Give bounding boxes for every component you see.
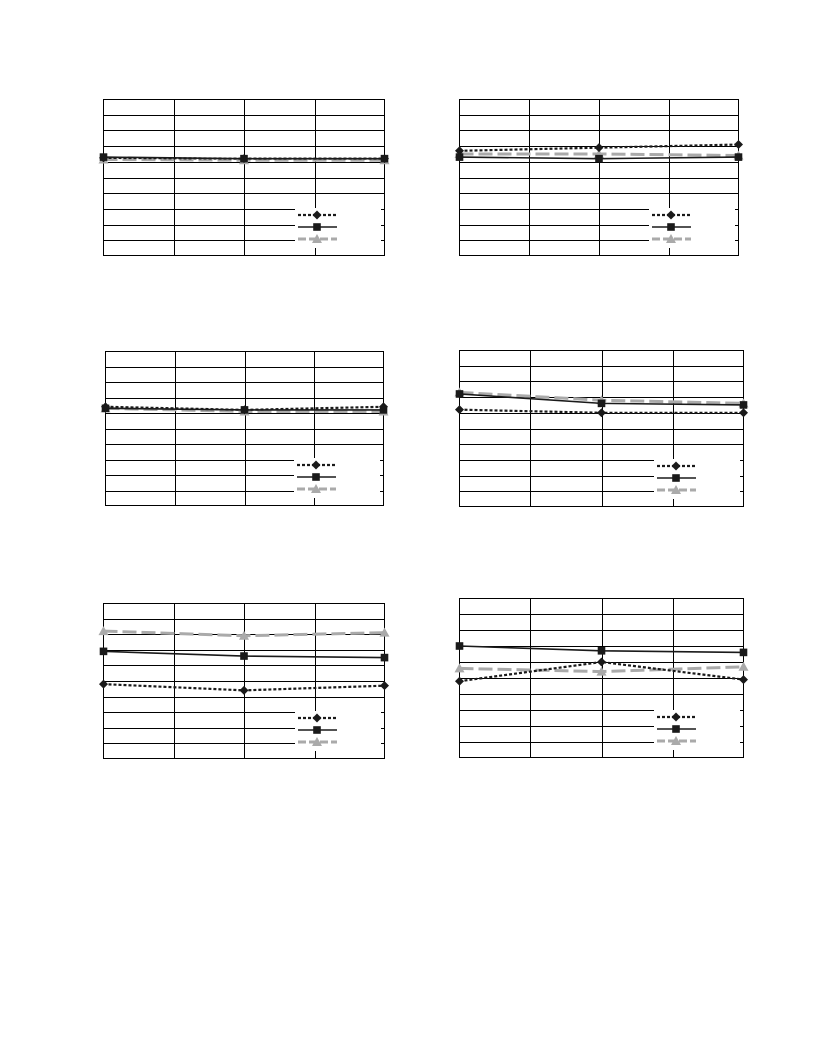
legend-box bbox=[649, 208, 735, 248]
legend-box bbox=[654, 459, 740, 499]
legend-box bbox=[295, 711, 381, 751]
chart-panel-4 bbox=[459, 350, 744, 507]
legend-box bbox=[294, 458, 380, 498]
data-point-square bbox=[595, 155, 603, 163]
data-point-square bbox=[456, 642, 464, 650]
data-point-square bbox=[381, 654, 389, 662]
chart-panel-5 bbox=[103, 603, 385, 759]
chart-panel-6 bbox=[459, 598, 744, 758]
legend-box bbox=[654, 710, 740, 750]
legend bbox=[654, 710, 740, 750]
legend bbox=[654, 459, 740, 499]
data-point-square bbox=[240, 652, 248, 660]
legend bbox=[295, 711, 381, 751]
chart-svg bbox=[105, 351, 384, 506]
data-point-square bbox=[740, 401, 748, 409]
chart-svg bbox=[459, 350, 744, 507]
data-point-square bbox=[100, 648, 108, 656]
chart-svg bbox=[459, 99, 739, 256]
legend-marker-square bbox=[672, 474, 680, 482]
legend-marker-square bbox=[672, 725, 680, 733]
legend bbox=[294, 458, 380, 498]
data-point-square bbox=[740, 649, 748, 657]
legend-box bbox=[295, 208, 381, 248]
legend-marker-square bbox=[667, 223, 675, 231]
chart-panel-1 bbox=[103, 99, 385, 256]
chart-svg bbox=[103, 99, 385, 256]
data-point-square bbox=[598, 400, 606, 408]
legend-marker-square bbox=[313, 223, 321, 231]
data-point-square bbox=[598, 647, 606, 655]
chart-svg bbox=[459, 598, 744, 758]
legend-marker-square bbox=[313, 726, 321, 734]
chart-svg bbox=[103, 603, 385, 759]
legend bbox=[649, 208, 735, 248]
legend-marker-square bbox=[312, 473, 320, 481]
chart-panel-3 bbox=[105, 351, 384, 506]
data-point-square bbox=[735, 153, 743, 161]
legend bbox=[295, 208, 381, 248]
data-point-square bbox=[456, 390, 464, 398]
chart-panel-2 bbox=[459, 99, 739, 256]
